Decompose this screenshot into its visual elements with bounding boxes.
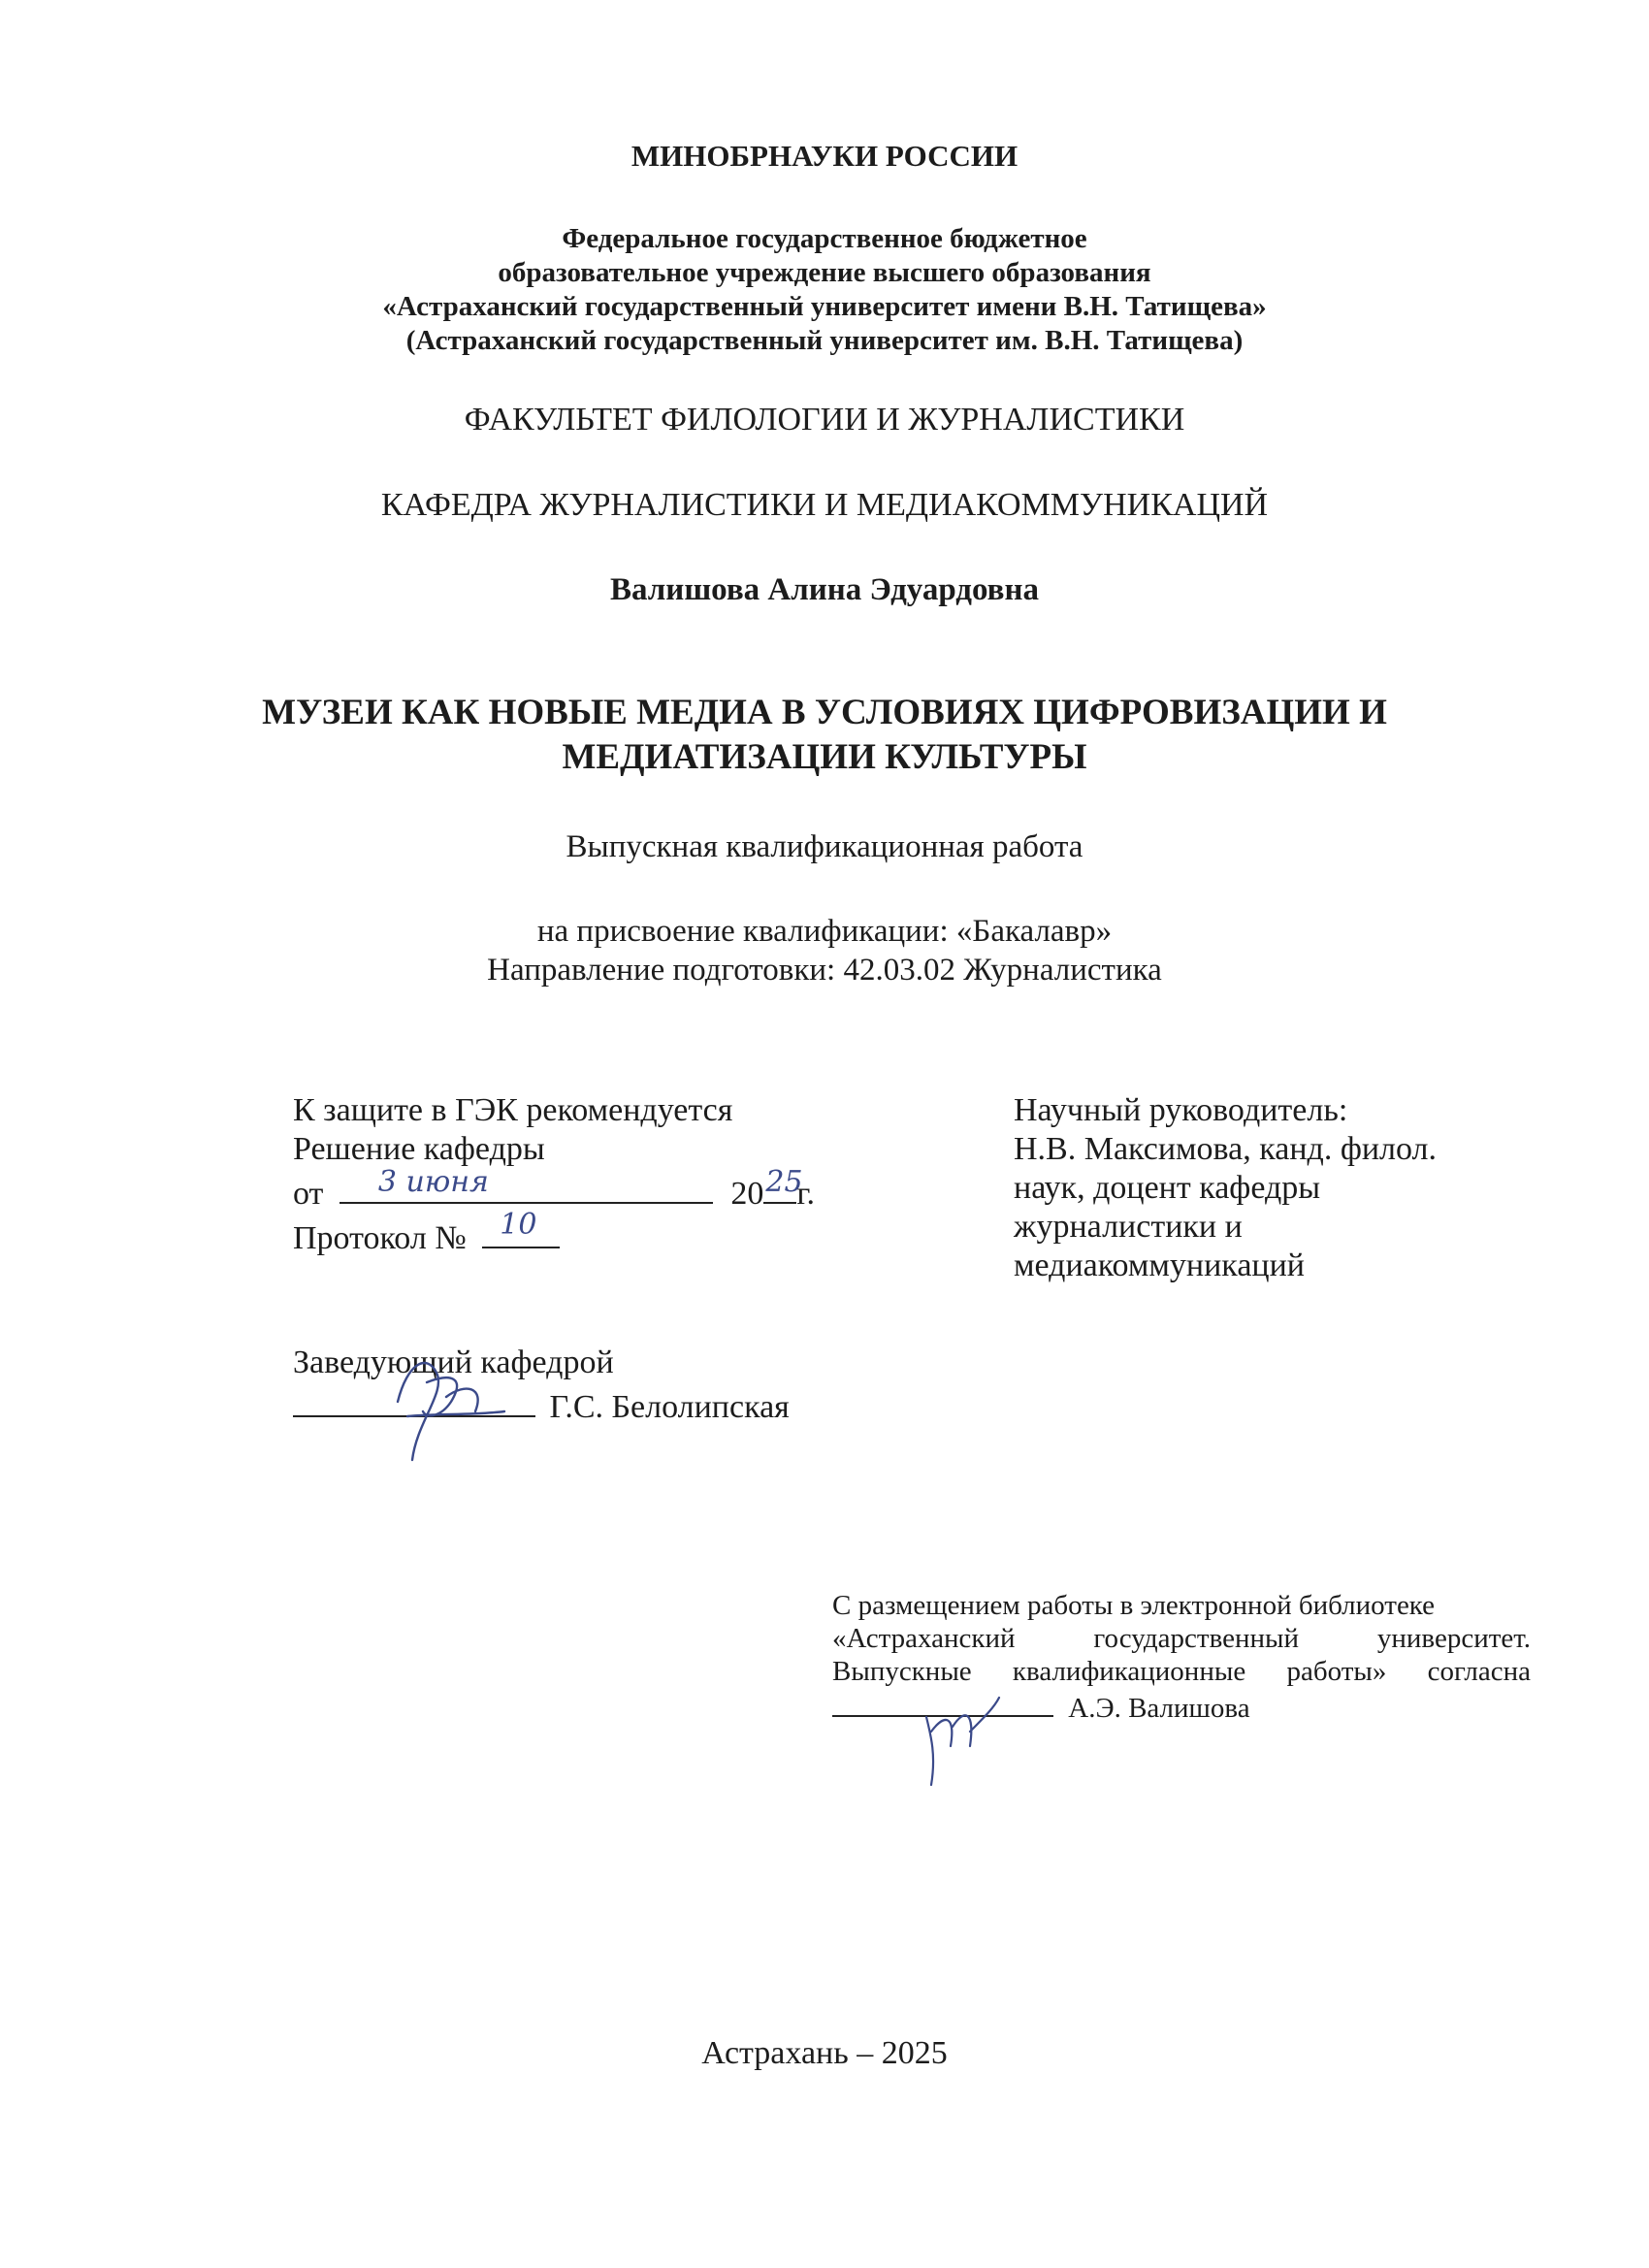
defense-date-row [293,1165,816,1214]
year-handwritten: 25 [765,1165,803,1199]
supervisor-line-3: журналистики и [1014,1209,1243,1245]
organization-block [0,222,1649,358]
head-name: Г.С. Белолипская [549,1389,790,1425]
defense-line-2: Решение кафедры [293,1131,545,1167]
org-line-2: образовательное учреждение высшего образования [498,257,1151,288]
ministry-heading: МИНОБРНАУКИ РОССИИ [630,139,1018,173]
supervisor-line-2: наук, доцент кафедры [1014,1170,1321,1206]
consent-line-2: «Астраханский государственный университет. [832,1623,1531,1654]
department-heading: КАФЕДРА ЖУРНАЛИСТИКИ И МЕДИАКОММУНИКАЦИЙ [380,487,1269,523]
date-underline [340,1165,713,1204]
year-suffix: г. [796,1176,816,1212]
date-handwritten: 3 июня [377,1165,489,1199]
protocol-label: Протокол № [293,1220,467,1256]
qualification-line: на присвоение квалификации: «Бакалавр» [536,914,1113,949]
consent-name: А.Э. Валишова [1068,1693,1250,1724]
year-prefix: 20 [730,1176,764,1212]
protocol-underline [482,1208,560,1248]
org-line-3: «Астраханский государственный университет имени В.Н. Татищева» [382,291,1267,322]
protocol-row [293,1208,815,1258]
city-year-footer: Астрахань – 2025 [701,2035,948,2071]
author-name: Валишова Алина Эдуардовна [609,572,1039,607]
defense-line-1: К защите в ГЭК рекомендуется [293,1092,733,1128]
org-line-4: (Астраханский государственный университет им. В.Н. Татищева) [405,325,1244,356]
faculty-heading: ФАКУЛЬТЕТ ФИЛОЛОГИИ И ЖУРНАЛИСТИКИ [464,402,1185,437]
protocol-handwritten: 10 [500,1208,537,1242]
date-prefix: от [293,1176,324,1212]
direction-line: Направление подготовки: 42.03.02 Журналистика [487,953,1162,988]
work-kind: Выпускная квалификационная работа [566,829,1083,864]
student-signature-image [902,1678,1009,1795]
supervisor-line-4: медиакоммуникаций [1014,1247,1305,1283]
thesis-title [0,691,1649,780]
supervisor-block [1014,1091,1518,1285]
thesis-title-line-2: МЕДИАТИЗАЦИИ КУЛЬТУРЫ [562,737,1087,777]
consent-line-3: Выпускные квалификационные работы» согласна [832,1656,1531,1687]
supervisor-label: Научный руководитель: [1014,1092,1348,1128]
org-line-1: Федеральное государственное бюджетное [562,223,1087,254]
defense-recommendation [293,1091,815,1258]
consent-line-1: С размещением работы в электронной библиотеке [832,1590,1436,1621]
year-underline [763,1165,803,1204]
head-signature-image [359,1344,514,1470]
qualification-block [0,912,1649,989]
thesis-title-line-1: МУЗЕИ КАК НОВЫЕ МЕДИА В УСЛОВИЯХ ЦИФРОВИЗАЦИИ И [262,693,1387,732]
supervisor-line-1: Н.В. Максимова, канд. филол. [1014,1131,1438,1167]
head-label: Заведующий кафедрой [293,1345,614,1380]
